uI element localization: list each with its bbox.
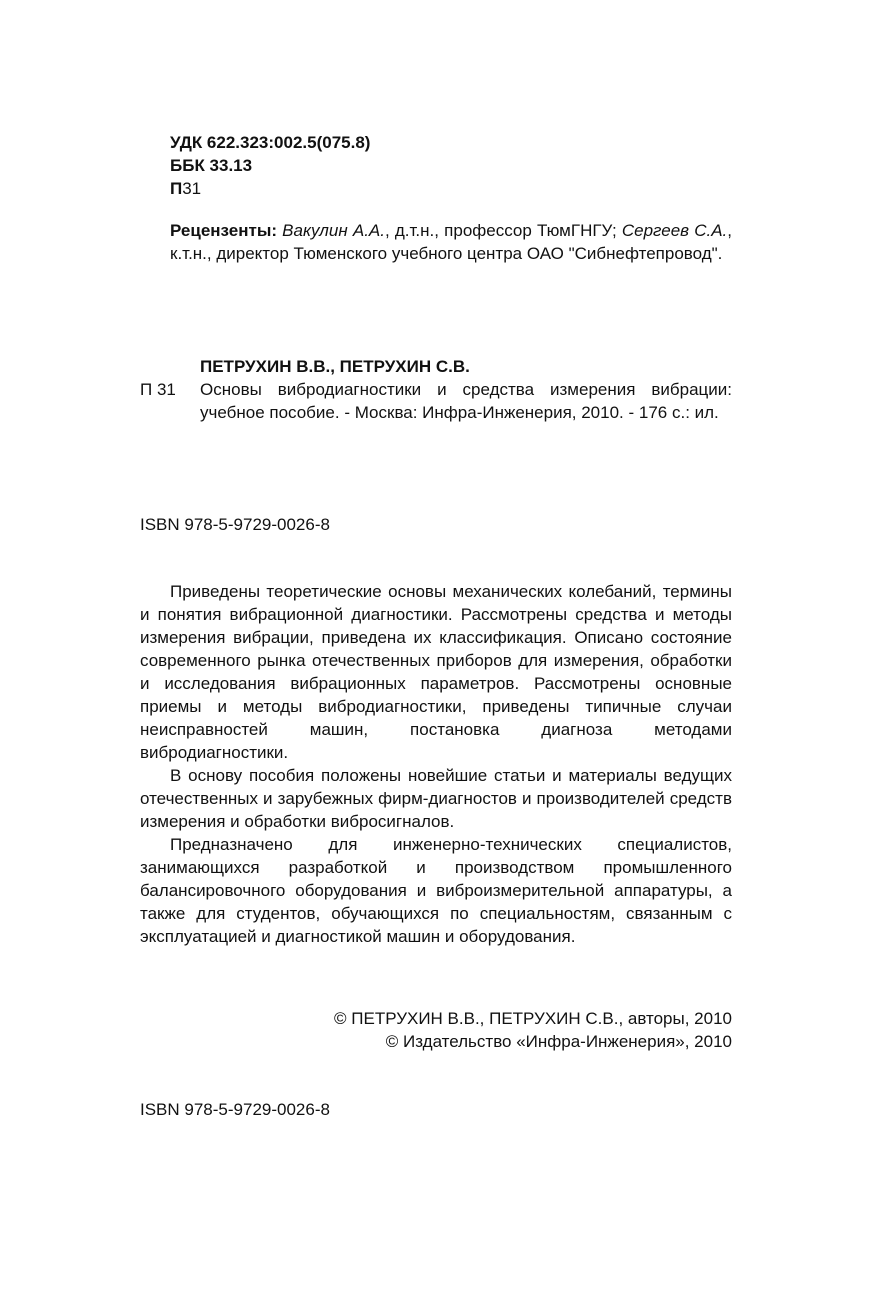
copyright-block [140, 1007, 732, 1053]
annotation-paragraph-2: В основу пособия положены новейшие статьи и материалы ведущих отечественных и зарубежных фирм-диагностов и производителей средств измерения и обработки вибросигналов. [140, 766, 732, 831]
bibliographic-row [140, 378, 732, 424]
reviewer-2-name: Сергеев С.А. [621, 221, 728, 240]
udk-code: УДК 622.323:002.5(075.8) [170, 133, 371, 152]
annotation-paragraph-3: Предназначено для инженерно-технических специалистов, занимающихся разработкой и производством промышленного балансировочного оборудования и виброизмерительной аппаратуры, а также для студентов, обучающихся по специальностям, связанным с эксплуатацией и диагностикой машин и оборудования. [140, 835, 732, 946]
reviewers-label: Рецензенты: [170, 221, 277, 240]
copyright-authors: © ПЕТРУХИН В.В., ПЕТРУХИН С.В., авторы, 2010 [334, 1009, 732, 1028]
bibliographic-record [140, 355, 732, 424]
bbk-code: ББК 33.13 [170, 156, 253, 175]
book-authors: ПЕТРУХИН В.В., ПЕТРУХИН С.В. [200, 357, 470, 376]
author-mark [170, 177, 370, 200]
isbn-top: ISBN 978-5-9729-0026-8 [140, 515, 330, 534]
isbn-bottom: ISBN 978-5-9729-0026-8 [140, 1100, 330, 1119]
annotation [140, 580, 732, 948]
classification-block [170, 131, 370, 200]
reviewers-block [170, 219, 732, 265]
reviewer-1-details: , д.т.н., профессор ТюмГНГУ; [385, 221, 617, 240]
reviewer-1-name: Вакулин А.А. [282, 221, 385, 240]
copyright-publisher: © Издательство «Инфра-Инженерия», 2010 [385, 1032, 732, 1051]
reviewer-2-details: , к.т.н., директор Тюменского учебного центра ОАО "Сибнефтепровод". [170, 221, 732, 263]
author-mark-number: 31 [182, 179, 202, 198]
author-code: П 31 [140, 380, 176, 399]
annotation-paragraph-1: Приведены теоретические основы механических колебаний, термины и понятия вибрационной диагностики. Рассмотрены средства и методы измерения вибрации, приведена их классификация. Описано состояние современного рынка отечественных приборов для измерения, обработки и исследования вибрационных параметров. Рассмотрены основные приемы и методы вибродиагностики, приведены типичные случаи неисправностей машин, постановка диагноза методами вибродиагностики. [140, 582, 732, 762]
author-mark-letter: П [170, 179, 183, 198]
book-description: Основы вибродиагностики и средства измерения вибрации: учебное пособие. - Москва: Инфра-Инженерия, 2010. - 176 с.: ил. [200, 380, 732, 422]
